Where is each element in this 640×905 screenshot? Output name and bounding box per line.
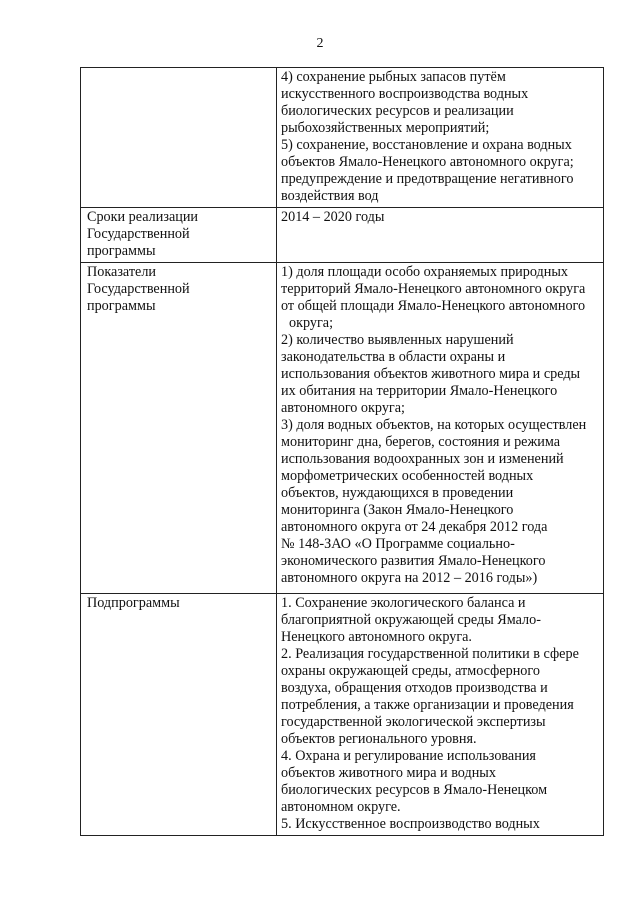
text-line: использования объектов животного мира и среды	[281, 366, 581, 382]
text-line: от общей площади Ямало-Ненецкого автономного	[281, 298, 586, 314]
label-line: Показатели	[87, 264, 157, 280]
text-line: предупреждение и предотвращение негативного	[281, 171, 574, 187]
text-line: охраны окружающей среды, атмосферного	[281, 663, 540, 679]
table-row	[81, 594, 604, 836]
text-line: автономного округа на 2012 – 2016 годы»)	[281, 570, 538, 586]
text-line: использования водоохранных зон и изменений	[281, 451, 564, 467]
row-content-cell	[277, 68, 604, 208]
text-line: государственной экологической экспертизы	[281, 714, 546, 730]
text-line: экономического развития Ямало-Ненецкого	[281, 553, 546, 569]
text-line: морфометрических особенностей водных	[281, 468, 534, 484]
row-label-cell	[81, 208, 277, 263]
text-line: 4. Охрана и регулирование использования	[281, 748, 536, 764]
label-line: Государственной	[87, 226, 190, 242]
text-line: 2014 – 2020 годы	[281, 209, 385, 225]
text-line: объектов Ямало-Ненецкого автономного округа;	[281, 154, 574, 170]
text-line: мониторинга (Закон Ямало-Ненецкого	[281, 502, 514, 518]
row-content-cell	[277, 263, 604, 594]
row-label-cell	[81, 594, 277, 836]
text-line: автономного округа от 24 декабря 2012 года	[281, 519, 548, 535]
program-passport-table	[80, 67, 604, 836]
text-line: рыбохозяйственных мероприятий;	[281, 120, 490, 136]
text-line: благоприятной окружающей среды Ямало-	[281, 612, 541, 628]
text-line: потребления, а также организации и проведения	[281, 697, 574, 713]
text-line: законодательства в области охраны и	[281, 349, 506, 365]
label-line: программы	[87, 243, 156, 259]
text-line: автономном округе.	[281, 799, 401, 815]
page-number: 2	[316, 36, 324, 51]
text-line: № 148-ЗАО «О Программе социально-	[281, 536, 515, 552]
text-line: 2. Реализация государственной политики в сфере	[281, 646, 579, 662]
label-line: Подпрограммы	[87, 595, 180, 611]
text-line: Ненецкого автономного округа.	[281, 629, 472, 645]
text-line: 5. Искусственное воспроизводство водных	[281, 816, 540, 832]
row-label-cell	[81, 68, 277, 208]
text-line: автономного округа;	[281, 400, 405, 416]
row-content-cell	[277, 208, 604, 263]
row-content-cell	[277, 594, 604, 836]
text-line: 4) сохранение рыбных запасов путём	[281, 69, 506, 85]
table-row	[81, 208, 604, 263]
text-line: 5) сохранение, восстановление и охрана водных	[281, 137, 572, 153]
text-line: 1. Сохранение экологического баланса и	[281, 595, 526, 611]
text-line: 2) количество выявленных нарушений	[281, 332, 514, 348]
text-line: объектов животного мира и водных	[281, 765, 496, 781]
text-line: территорий Ямало-Ненецкого автономного округа	[281, 281, 586, 297]
table-row	[81, 68, 604, 208]
row-label-cell	[81, 263, 277, 594]
label-line: Сроки реализации	[87, 209, 199, 225]
table-row	[81, 263, 604, 594]
label-line: Государственной	[87, 281, 190, 297]
text-line: их обитания на территории Ямало-Ненецкого	[281, 383, 558, 399]
text-line: воздуха, обращения отходов производства и	[281, 680, 548, 696]
text-line: биологических ресурсов в Ямало-Ненецком	[281, 782, 548, 798]
text-line: объектов, нуждающихся в проведении	[281, 485, 514, 501]
text-line: объектов регионального уровня.	[281, 731, 477, 747]
text-line: воздействия вод	[281, 188, 379, 204]
text-line: 1) доля площади особо охраняемых природных	[281, 264, 568, 280]
text-line: мониторинг дна, берегов, состояния и режима	[281, 434, 561, 450]
label-line: программы	[87, 298, 156, 314]
text-line: биологических ресурсов и реализации	[281, 103, 514, 119]
text-line: 3) доля водных объектов, на которых осуществлен	[281, 417, 587, 433]
text-line: искусственного воспроизводства водных	[281, 86, 529, 102]
text-line: округа;	[289, 315, 334, 331]
